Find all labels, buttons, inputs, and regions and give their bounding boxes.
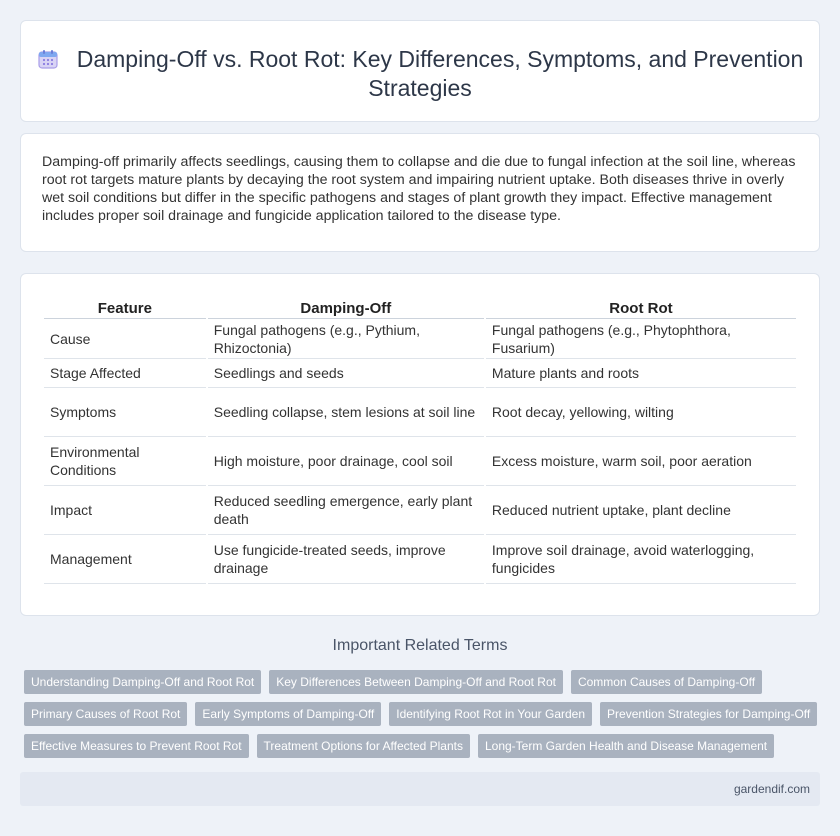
tag-link[interactable]: Prevention Strategies for Damping-Off: [600, 702, 817, 726]
header-feature: Feature: [44, 294, 206, 319]
row-damping-off: High moisture, poor drainage, cool soil: [208, 437, 484, 486]
table-row: [44, 437, 796, 486]
tag-link[interactable]: Long-Term Garden Health and Disease Management: [478, 734, 774, 758]
table-row: [44, 388, 796, 437]
footer-site-link[interactable]: gardendif.com: [733, 782, 810, 796]
row-damping-off: Fungal pathogens (e.g., Pythium, Rhizoctonia): [208, 319, 484, 359]
header-root-rot: Root Rot: [486, 294, 796, 319]
tag-link[interactable]: Effective Measures to Prevent Root Rot: [24, 734, 249, 758]
table-row: [44, 535, 796, 584]
row-root-rot: Excess moisture, warm soil, poor aeration: [486, 437, 796, 486]
row-root-rot: Fungal pathogens (e.g., Phytophthora, Fusarium): [486, 319, 796, 359]
title-card: [20, 20, 820, 122]
row-feature: Stage Affected: [44, 359, 206, 388]
tag-link[interactable]: Early Symptoms of Damping-Off: [195, 702, 381, 726]
table-row: [44, 359, 796, 388]
intro-card: [20, 133, 820, 252]
row-root-rot: Root decay, yellowing, wilting: [486, 388, 796, 437]
page-title: [21, 45, 819, 103]
row-feature: Environmental Conditions: [44, 437, 206, 486]
tag-link[interactable]: Common Causes of Damping-Off: [571, 670, 762, 694]
row-damping-off: Seedling collapse, stem lesions at soil line: [208, 388, 484, 437]
row-feature: Cause: [44, 319, 206, 359]
tag-link[interactable]: Key Differences Between Damping-Off and Root Rot: [269, 670, 563, 694]
related-tags: [24, 670, 824, 766]
row-root-rot: Mature plants and roots: [486, 359, 796, 388]
row-root-rot: Improve soil drainage, avoid waterlogging, fungicides: [486, 535, 796, 584]
calendar-icon: [37, 48, 59, 70]
row-damping-off: Seedlings and seeds: [208, 359, 484, 388]
comparison-table: [42, 294, 798, 584]
row-root-rot: Reduced nutrient uptake, plant decline: [486, 486, 796, 535]
row-damping-off: Use fungicide-treated seeds, improve drainage: [208, 535, 484, 584]
row-feature: Impact: [44, 486, 206, 535]
tag-link[interactable]: Identifying Root Rot in Your Garden: [389, 702, 592, 726]
row-feature: Symptoms: [44, 388, 206, 437]
tag-link[interactable]: Primary Causes of Root Rot: [24, 702, 187, 726]
comparison-card: [20, 273, 820, 616]
row-feature: Management: [44, 535, 206, 584]
footer: [20, 772, 820, 806]
related-terms-title: Important Related Terms: [332, 637, 508, 654]
table-header-row: [44, 294, 796, 319]
header-damping-off: Damping-Off: [208, 294, 484, 319]
table-row: [44, 486, 796, 535]
page-title-text: Damping-Off vs. Root Rot: Key Differences, Symptoms, and Prevention Strategies: [76, 46, 804, 101]
intro-paragraph: Damping-off primarily affects seedlings, causing them to collapse and die due to fungal infection at the soil line, whereas root rot targets mature plants by decaying the root system and impairing nutrient uptake. Both diseases thrive in overly wet soil conditions but differ in the specific pathogens and stages of plant growth they impact. Effective management includes proper soil drainage and fungicide application tailored to the disease type.: [42, 154, 796, 224]
row-damping-off: Reduced seedling emergence, early plant death: [208, 486, 484, 535]
tag-link[interactable]: Understanding Damping-Off and Root Rot: [24, 670, 261, 694]
tag-link[interactable]: Treatment Options for Affected Plants: [257, 734, 470, 758]
table-row: [44, 319, 796, 359]
